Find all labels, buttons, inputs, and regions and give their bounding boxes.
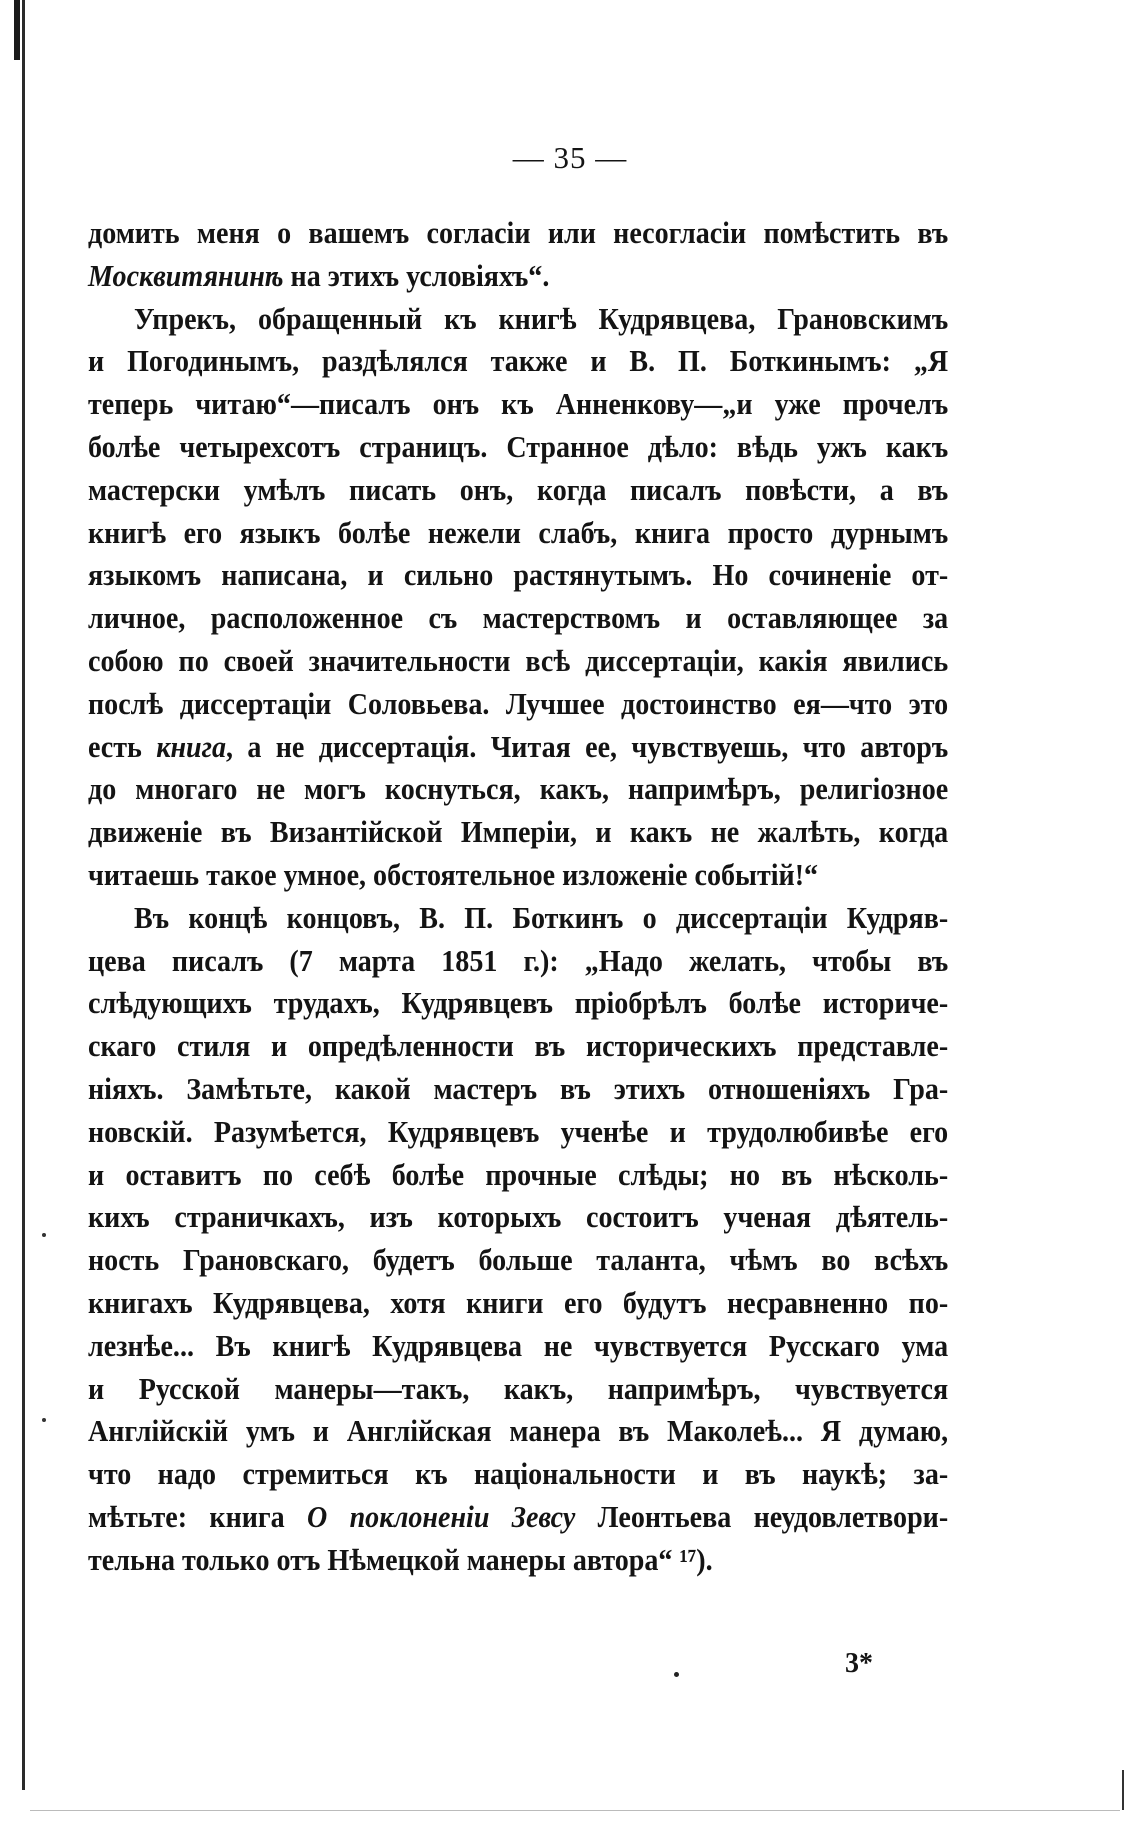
text-line: [88, 640, 948, 683]
text-run: книгѣ его языкъ болѣе нежели слабъ, книга просто дурнымъ: [88, 515, 949, 550]
text-line: [88, 1196, 948, 1239]
text-run: послѣ диссертаціи Соловьева. Лучшее достоинство ея—что это: [88, 686, 949, 721]
text-run: , а не диссертація. Читая ее, чувствуешь, что авторъ: [226, 729, 949, 764]
text-line: [88, 897, 948, 940]
text-run: до многаго не могъ коснуться, какъ, напримѣръ, религіозное: [88, 772, 949, 807]
text-run: на этихъ условіяхъ“.: [283, 258, 550, 293]
text-run: болѣе четырехсотъ страницъ. Странное дѣло: вѣдь ужъ какъ: [88, 429, 949, 464]
page-number: — 35 —: [512, 140, 628, 175]
text-line: [88, 1368, 948, 1411]
text-run: кихъ страничкахъ, изъ которыхъ состоитъ ученая дѣятель-: [88, 1200, 949, 1235]
text-line: [88, 768, 948, 811]
text-line: [88, 512, 948, 555]
text-line: [88, 683, 948, 726]
text-line: [88, 811, 948, 854]
text-run: новскій. Разумѣется, Кудрявцевъ ученѣе и трудолюбивѣе его: [88, 1114, 949, 1149]
signature-mark: 3*: [845, 1648, 873, 1679]
scan-edge-mark: [14, 0, 20, 60]
text-run: есть: [88, 729, 157, 764]
text-run: и оставитъ по себѣ болѣе прочные слѣды; но въ нѣсколь-: [88, 1157, 949, 1192]
text-line: [88, 1068, 948, 1111]
text-line: [88, 1410, 948, 1453]
text-line: [88, 597, 948, 640]
printer-dot: [674, 1672, 679, 1677]
scan-bottom-edge: [30, 1810, 1120, 1811]
text-line: [88, 383, 948, 426]
text-line: [88, 340, 948, 383]
text-run: личное, расположенное съ мастерствомъ и оставляющее за: [88, 601, 949, 636]
text-line: [88, 1539, 948, 1582]
italic-text: книга: [156, 729, 227, 764]
text-run: лезнѣе... Въ книгѣ Кудрявцева не чувствуется Русскаго ума: [88, 1328, 949, 1363]
text-run: движеніе въ Византійской Имперіи, и какъ не жалѣть, когда: [88, 815, 949, 850]
text-line: [88, 854, 948, 897]
text-line: [88, 554, 948, 597]
text-run: и Погодинымъ, раздѣлялся также и В. П. Боткинымъ: „Я: [88, 344, 949, 379]
text-run: Упрекъ, обращенный къ книгѣ Кудрявцева, Грановскимъ: [134, 301, 949, 336]
text-line: [88, 1453, 948, 1496]
scan-left-edge: [22, 0, 25, 1790]
text-run: домить меня о вашемъ согласіи или несогласіи помѣстить въ: [88, 216, 949, 250]
text-line: [88, 426, 948, 469]
italic-text: О поклоненіи Зевсу: [306, 1499, 576, 1534]
text-line: [88, 982, 948, 1025]
text-run: книгахъ Кудрявцева, хотя книги его будутъ несравненно по-: [88, 1285, 949, 1320]
text-line: [88, 940, 948, 983]
text-line: [88, 1239, 948, 1282]
text-run: что надо стремиться къ національности и въ наукѣ; за-: [88, 1457, 949, 1492]
text-run: Въ концѣ концовъ, В. П. Боткинъ о диссертаціи Кудряв-: [134, 900, 949, 935]
text-line: [88, 1325, 948, 1368]
text-run: тельна только отъ Нѣмецкой манеры автора“ ¹⁷).: [88, 1542, 713, 1577]
italic-text: Москвитянинѣ: [88, 258, 284, 293]
text-run: собою по своей значительности всѣ диссертаціи, какія явились: [88, 643, 949, 678]
text-run: ность Грановскаго, будетъ больше таланта, чѣмъ во всѣхъ: [88, 1243, 949, 1278]
body-text: [88, 212, 948, 1582]
text-run: и Русской манеры—такъ, какъ, напримѣръ, чувствуется: [88, 1371, 949, 1406]
text-line: [88, 1282, 948, 1325]
text-run: цева писалъ (7 марта 1851 г.): „Надо желать, чтобы въ: [88, 943, 949, 978]
text-line: [88, 1025, 948, 1068]
text-run: теперь читаю“—писалъ онъ къ Анненкову—„и уже прочелъ: [88, 387, 949, 422]
text-line: [88, 1154, 948, 1197]
text-line: [88, 469, 948, 512]
text-run: скаго стиля и опредѣленности въ историческихъ представле-: [88, 1029, 949, 1064]
text-line: [88, 298, 948, 341]
text-line: [88, 212, 948, 255]
scan-right-edge: [1122, 1770, 1124, 1810]
text-run: читаешь такое умное, обстоятельное изложеніе событій!“: [88, 857, 819, 892]
text-run: мѣтьте: книга: [88, 1499, 307, 1534]
text-line: [88, 1111, 948, 1154]
text-run: Леонтьева неудовлетвори-: [575, 1499, 949, 1534]
text-run: Англійскій умъ и Англійская манера въ Маколеѣ... Я думаю,: [88, 1414, 949, 1449]
text-line: [88, 1496, 948, 1539]
text-run: слѣдующихъ трудахъ, Кудрявцевъ пріобрѣлъ болѣе историче-: [88, 986, 949, 1021]
text-line: [88, 255, 948, 298]
text-line: [88, 726, 948, 769]
margin-speck: [42, 1418, 46, 1422]
text-run: ніяхъ. Замѣтьте, какой мастеръ въ этихъ отношеніяхъ Гра-: [88, 1071, 949, 1106]
text-run: мастерски умѣлъ писать онъ, когда писалъ повѣсти, а въ: [88, 472, 949, 507]
margin-speck: [42, 1233, 46, 1237]
text-run: языкомъ написана, и сильно растянутымъ. Но сочиненіе от-: [88, 558, 949, 593]
